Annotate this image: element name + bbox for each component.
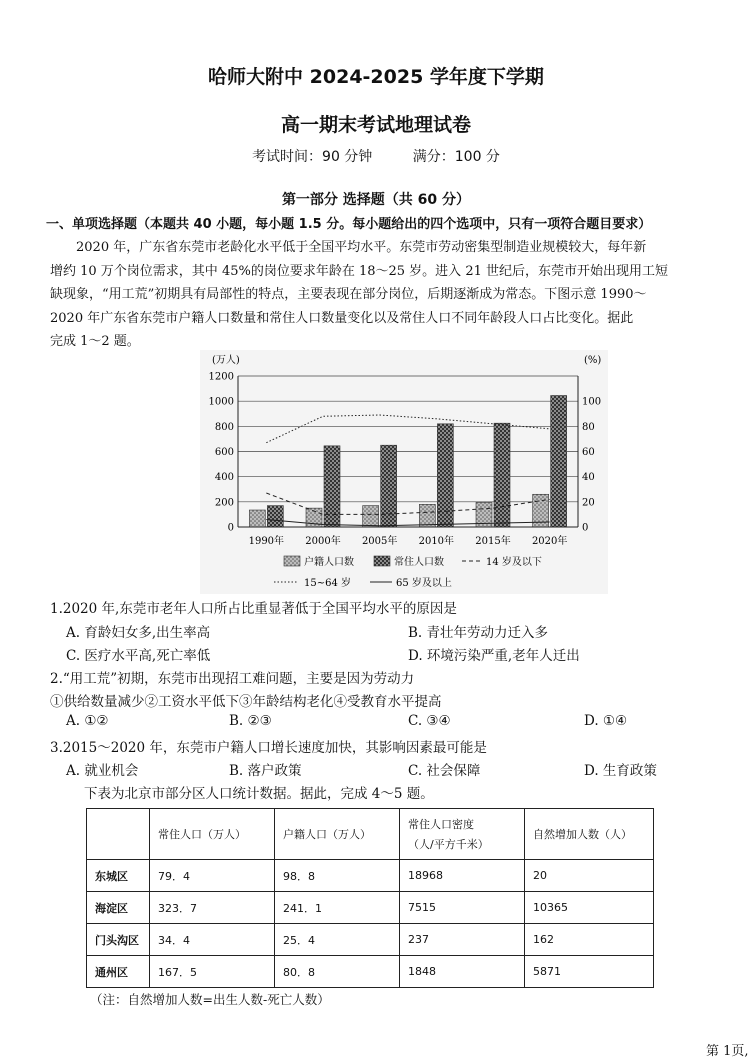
table-cell: 241．1: [275, 892, 400, 924]
q2-option-b[interactable]: B. ②③: [229, 713, 272, 729]
legend-label: 常住人口数: [394, 557, 444, 568]
table-cell: 25．4: [275, 924, 400, 956]
q2-option-a[interactable]: A. ①②: [66, 713, 109, 729]
x-tick-label: 1990年: [248, 536, 285, 547]
q1-option-b[interactable]: B. 青壮年劳动力迁入多: [408, 625, 549, 641]
table-cell: 80．8: [275, 956, 400, 988]
exam-time: 考试时间：90 分钟: [252, 149, 373, 165]
q3-option-a[interactable]: A. 就业机会: [66, 763, 139, 779]
table-header-row: [87, 809, 654, 860]
x-tick-label: 2010年: [418, 536, 455, 547]
passage-line: 2020 年广东省东莞市户籍人口数量和常住人口数量变化以及常住人口不同年龄段人口占比变化。据此: [50, 310, 634, 326]
exam-info: [0, 146, 752, 166]
table-cell: 162: [525, 924, 654, 956]
legend-label: 户籍人口数: [304, 557, 354, 568]
q1-option-d[interactable]: D. 环境污染严重,老年人迁出: [408, 648, 580, 664]
y-tick-label-right: 80: [582, 421, 595, 433]
table-cell: 5871: [525, 956, 654, 988]
legend-swatch-resident: [374, 556, 390, 566]
q3-option-c[interactable]: C. 社会保障: [408, 763, 481, 779]
passage-line: 缺现象，“用工荒”初期具有局部性的特点，主要表现在部分岗位，后期逐渐成为常态。下图示意 1990～: [50, 287, 647, 302]
table-cell: 98．8: [275, 860, 400, 892]
section-heading: 一、单项选择题（本题共 40 小题，每小题 1.5 分。每小题给出的四个选项中，只有一项符合题目要求）: [46, 217, 652, 232]
y-tick-label-left: 400: [214, 472, 234, 484]
question-3-stem: 3.2015～2020 年，东莞市户籍人口增长速度加快，其影响因素最可能是: [50, 740, 487, 756]
y-tick-label-left: 600: [214, 447, 234, 458]
bar-resident: [551, 396, 567, 527]
full-score: 满分：100 分: [412, 149, 500, 165]
legend-label: 65 岁及以上: [396, 578, 452, 589]
x-tick-label: 2005年: [361, 536, 398, 547]
x-tick-label: 2000年: [305, 536, 341, 547]
question-1-stem: 1.2020 年,东莞市老年人口所占比重显著低于全国平均水平的原因是: [50, 601, 457, 617]
legend-swatch-household: [284, 556, 300, 566]
population-table: [86, 808, 654, 988]
bar-household: [419, 504, 435, 527]
x-tick-label: 2015年: [475, 536, 511, 547]
exam-title-line1: 哈师大附中 2024-2025 学年度下学期: [208, 66, 544, 88]
q1-option-a[interactable]: A. 育龄妇女多,出生率高: [66, 625, 211, 641]
table-cell: 20: [525, 860, 654, 892]
header-density-line1: 常住人口密度: [408, 818, 474, 831]
bar-household: [363, 506, 379, 527]
y-tick-label-right: 40: [582, 472, 595, 484]
y-tick-label-right: 100: [582, 396, 602, 408]
table-cell: 79．4: [150, 860, 275, 892]
population-chart: [200, 350, 608, 594]
bar-household: [249, 510, 265, 527]
table-cell: 167．5: [150, 956, 275, 988]
y-tick-label-left: 200: [214, 497, 234, 509]
table-cell: 34．4: [150, 924, 275, 956]
y-axis-label-left: (万人): [212, 355, 240, 366]
q2-option-d[interactable]: D. ①④: [584, 713, 628, 729]
q3-option-d[interactable]: D. 生育政策: [584, 763, 657, 779]
table-cell: 1848: [400, 956, 525, 988]
table-cell-district: 东城区: [87, 860, 150, 892]
q3-option-b[interactable]: B. 落户政策: [229, 763, 302, 779]
question-2-stem: 2.“用工荒”初期，东莞市出现招工难问题，主要是因为劳动力: [50, 671, 415, 687]
table-header-cell: [400, 809, 525, 860]
table-cell: 10365: [525, 892, 654, 924]
y-tick-label-left: 800: [214, 421, 234, 433]
table-cell-district: 门头沟区: [87, 924, 150, 956]
y-axis-label-right: (%): [584, 355, 602, 366]
page-number: 第 1页,: [706, 1044, 749, 1059]
bar-resident: [267, 506, 283, 527]
table-cell: 323．7: [150, 892, 275, 924]
table-cell: 18968: [400, 860, 525, 892]
table-note: （注：自然增加人数=出生人数-死亡人数）: [90, 992, 330, 1007]
table-cell-district: 海淀区: [87, 892, 150, 924]
y-tick-label-left: 1200: [208, 371, 234, 383]
table-cell: 237: [400, 924, 525, 956]
y-tick-label-left: 1000: [208, 396, 234, 408]
table-header-cell: 户籍人口（万人）: [275, 809, 400, 860]
table-intro: 下表为北京市部分区人口统计数据。据此，完成 4～5 题。: [84, 786, 434, 802]
passage: [50, 236, 740, 354]
question-2-items: ①供给数量减少②工资水平低下③年龄结构老化④受教育水平提高: [50, 694, 442, 710]
q2-option-c[interactable]: C. ③④: [408, 713, 451, 729]
part-heading: 第一部分 选择题（共 60 分）: [281, 192, 471, 208]
table-cell-district: 通州区: [87, 956, 150, 988]
table-header-cell: 常住人口（万人）: [150, 809, 275, 860]
passage-line: 完成 1～2 题。: [50, 334, 140, 349]
q1-option-c[interactable]: C. 医疗水平高,死亡率低: [66, 648, 211, 664]
x-tick-label: 2020年: [531, 536, 568, 547]
legend-label: 15~64 岁: [304, 578, 352, 589]
y-tick-label-right: 20: [582, 497, 595, 509]
exam-title-line2: 高一期末考试地理试卷: [280, 114, 471, 136]
y-tick-label-right: 60: [582, 447, 595, 458]
legend-label: 14 岁及以下: [486, 557, 542, 568]
table-row: [87, 892, 654, 924]
table-header-cell: [87, 809, 150, 860]
table-cell: 7515: [400, 892, 525, 924]
table-row: [87, 956, 654, 988]
table-header-cell: 自然增加人数（人）: [525, 809, 654, 860]
bar-resident: [494, 423, 510, 527]
table-row: [87, 924, 654, 956]
passage-line: 2020 年，广东省东莞市老龄化水平低于全国平均水平。东莞市劳动密集型制造业规模较大，每年新: [76, 240, 647, 255]
y-tick-label-right: 0: [582, 522, 589, 534]
table-row: [87, 860, 654, 892]
passage-line: 增约 10 万个岗位需求，其中 45%的岗位要求年龄在 18～25 岁。进入 21 世纪后，东莞市开始出现用工短: [50, 263, 668, 279]
header-density-line2: （人/平方千米）: [408, 838, 489, 851]
y-tick-label-left: 0: [227, 522, 234, 534]
